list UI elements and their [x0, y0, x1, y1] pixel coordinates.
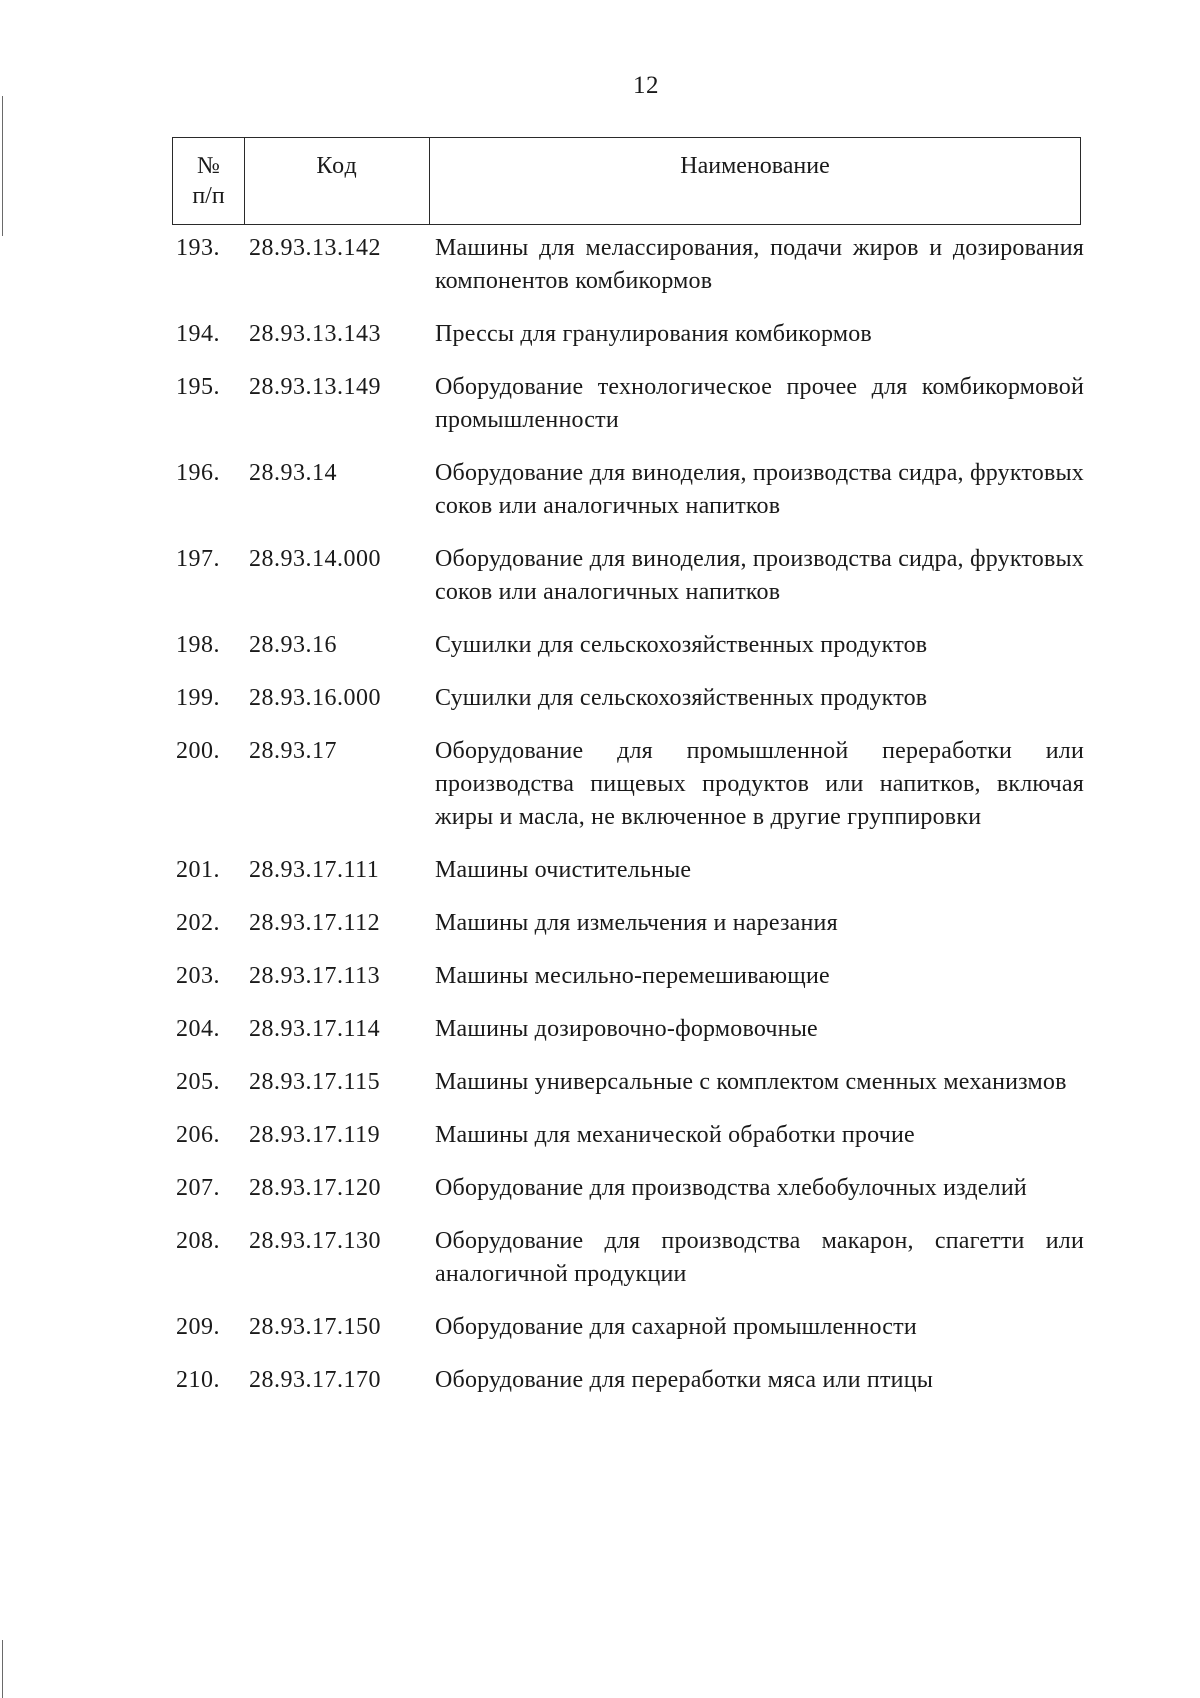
- table-row: [176, 1119, 1084, 1152]
- scan-edge-line: [2, 96, 3, 236]
- row-name: Оборудование для производства хлебобулочных изделий: [435, 1175, 1027, 1201]
- header-number-column: [173, 138, 245, 224]
- row-name: Сушилки для сельскохозяйственных продуктов: [435, 685, 928, 711]
- table-row: [176, 318, 1084, 351]
- row-code: 28.93.17.115: [249, 1069, 381, 1095]
- row-code: 28.93.13.149: [249, 374, 381, 400]
- row-code: 28.93.17.113: [249, 963, 381, 989]
- header-name-column: [430, 138, 1080, 224]
- row-code: 28.93.13.143: [249, 321, 381, 347]
- table-row: [176, 1172, 1084, 1205]
- table-row: [176, 232, 1084, 298]
- row-number: 204.: [176, 1016, 220, 1042]
- row-name: Оборудование для переработки мяса или птицы: [435, 1367, 934, 1393]
- table-row: [176, 907, 1084, 940]
- row-code: 28.93.16: [249, 632, 337, 658]
- row-number: 209.: [176, 1314, 220, 1340]
- row-name: Машины месильно-перемешивающие: [435, 963, 830, 989]
- table-row: [176, 1066, 1084, 1099]
- table-row: [176, 854, 1084, 887]
- page-number: 12: [633, 72, 659, 99]
- row-number: 206.: [176, 1122, 220, 1148]
- row-name: Сушилки для сельскохозяйственных продуктов: [435, 632, 928, 658]
- row-code: 28.93.17.150: [249, 1314, 381, 1340]
- row-name: Оборудование для производства макарон, спагетти или аналогичной продукции: [435, 1228, 1084, 1287]
- header-code-label: Код: [316, 153, 358, 179]
- row-name: Оборудование для виноделия, производства сидра, фруктовых соков или аналогичных напитков: [435, 460, 1084, 519]
- row-code: 28.93.14: [249, 460, 337, 486]
- row-number: 194.: [176, 321, 220, 347]
- row-code: 28.93.17.130: [249, 1228, 381, 1254]
- row-code: 28.93.16.000: [249, 685, 381, 711]
- row-code: 28.93.17.114: [249, 1016, 381, 1042]
- table-header: [172, 137, 1081, 225]
- row-name: Машины дозировочно-формовочные: [435, 1016, 818, 1042]
- table-row: [176, 371, 1084, 437]
- scan-edge-line: [2, 1640, 3, 1698]
- row-name: Машины универсальные с комплектом сменных механизмов: [435, 1069, 1067, 1095]
- row-number: 202.: [176, 910, 220, 936]
- row-number: 207.: [176, 1175, 220, 1201]
- row-name: Оборудование для промышленной переработки или производства пищевых продуктов или напитков, включая жиры и масла, не включенное в другие группировки: [435, 738, 1084, 830]
- header-code-column: [245, 138, 430, 224]
- row-number: 193.: [176, 235, 220, 261]
- row-name: Машины для мелассирования, подачи жиров и дозирования компонентов комбикормов: [435, 235, 1084, 294]
- table-row: [176, 1013, 1084, 1046]
- table-row: [176, 1311, 1084, 1344]
- table-row: [176, 735, 1084, 834]
- row-name: Прессы для гранулирования комбикормов: [435, 321, 872, 347]
- row-number: 208.: [176, 1228, 220, 1254]
- table-row: [176, 1364, 1084, 1397]
- row-number: 198.: [176, 632, 220, 658]
- row-number: 196.: [176, 460, 220, 486]
- row-code: 28.93.17.112: [249, 910, 381, 936]
- header-number-label: № п/п: [192, 153, 225, 209]
- row-number: 210.: [176, 1367, 220, 1393]
- row-code: 28.93.17.119: [249, 1122, 381, 1148]
- row-name: Машины для механической обработки прочие: [435, 1122, 915, 1148]
- table-row: [176, 629, 1084, 662]
- row-name: Машины очистительные: [435, 857, 692, 883]
- header-name-label: Наименование: [680, 153, 830, 179]
- row-code: 28.93.17.170: [249, 1367, 381, 1393]
- row-code: 28.93.17: [249, 738, 337, 764]
- row-number: 199.: [176, 685, 220, 711]
- row-number: 203.: [176, 963, 220, 989]
- table-row: [176, 682, 1084, 715]
- table-row: [176, 543, 1084, 609]
- row-number: 197.: [176, 546, 220, 572]
- table-row: [176, 1225, 1084, 1291]
- row-code: 28.93.17.111: [249, 857, 380, 883]
- row-number: 201.: [176, 857, 220, 883]
- row-name: Оборудование технологическое прочее для комбикормовой промышленности: [435, 374, 1084, 433]
- row-number: 200.: [176, 738, 220, 764]
- table-row: [176, 960, 1084, 993]
- row-code: 28.93.14.000: [249, 546, 381, 572]
- row-code: 28.93.17.120: [249, 1175, 381, 1201]
- table-body: [176, 232, 1084, 1417]
- row-code: 28.93.13.142: [249, 235, 381, 261]
- row-number: 195.: [176, 374, 220, 400]
- row-name: Машины для измельчения и нарезания: [435, 910, 838, 936]
- table-row: [176, 457, 1084, 523]
- row-number: 205.: [176, 1069, 220, 1095]
- row-name: Оборудование для сахарной промышленности: [435, 1314, 917, 1340]
- row-name: Оборудование для виноделия, производства сидра, фруктовых соков или аналогичных напитков: [435, 546, 1084, 605]
